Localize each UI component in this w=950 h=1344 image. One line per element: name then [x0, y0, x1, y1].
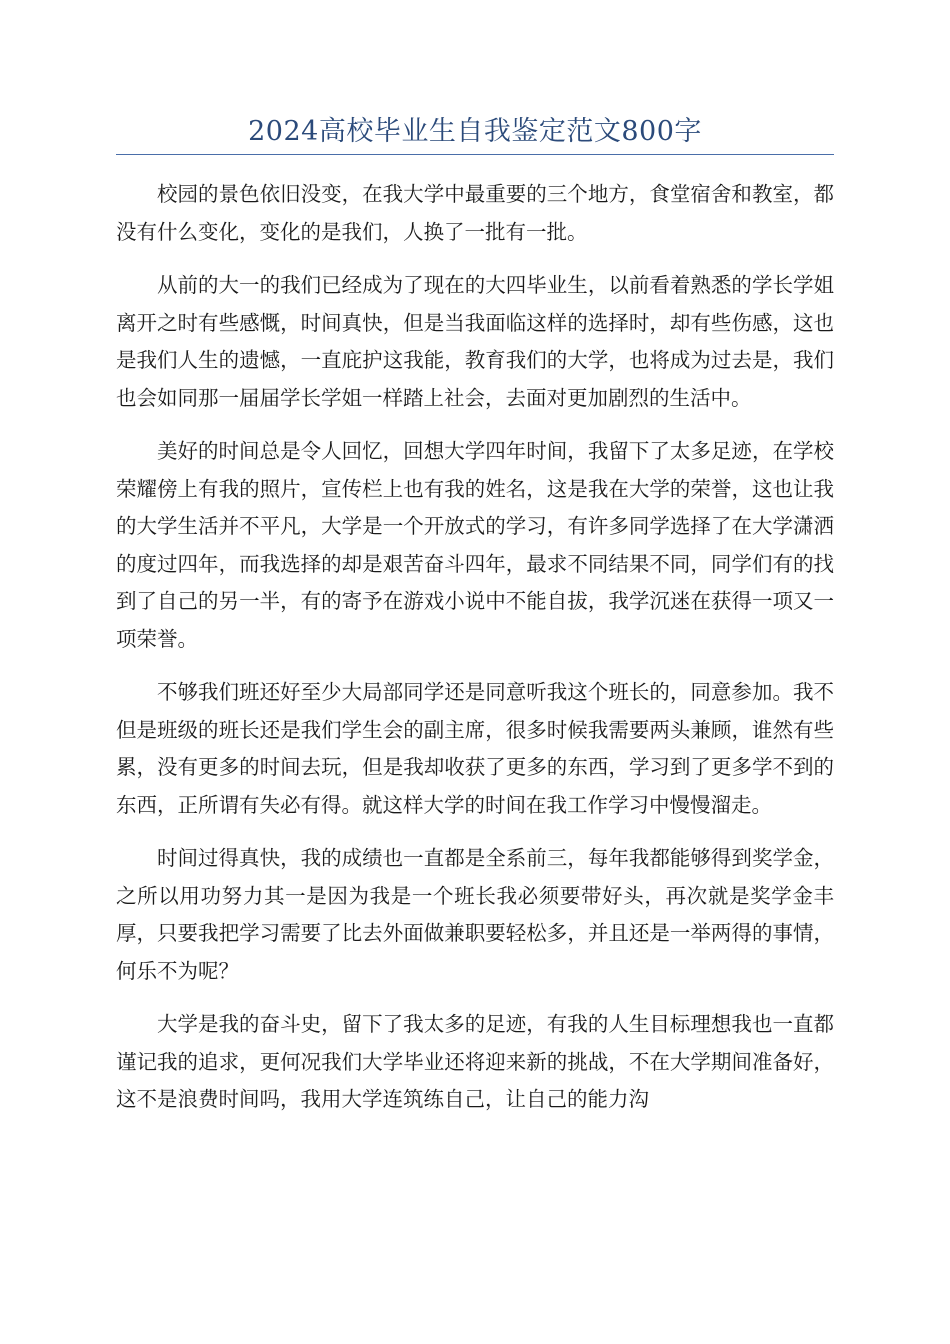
title-underline-divider [116, 154, 834, 155]
document-title: 2024高校毕业生自我鉴定范文800字 [248, 116, 702, 147]
body-paragraph: 美好的时间总是令人回忆，回想大学四年时间，我留下了太多足迹，在学校荣耀傍上有我的照片，宣传栏上也有我的姓名，这是我在大学的荣誉，这也让我的大学生活并不平凡，大学是一个开放式的学习，有许多同学选择了在大学潇洒的度过四年，而我选择的却是艰苦奋斗四年，最求不同结果不同，同学们有的找到了自己的另一半，有的寄予在游戏小说中不能自拔，我学沉迷在获得一项又一项荣誉。 [116, 439, 834, 651]
body-paragraph: 从前的大一的我们已经成为了现在的大四毕业生，以前看着熟悉的学长学姐离开之时有些感慨，时间真快，但是当我面临这样的选择时，却有些伤感，这也是我们人生的遗憾，一直庇护这我能，教育我们的大学，也将成为过去是，我们也会如同那一届届学长学姐一样踏上社会，去面对更加剧烈的生活中。 [116, 273, 834, 410]
body-paragraph: 不够我们班还好至少大局部同学还是同意听我这个班长的，同意参加。我不但是班级的班长还是我们学生会的副主席，很多时候我需要两头兼顾，谁然有些累，没有更多的时间去玩，但是我却收获了更多的东西，学习到了更多学不到的东西，正所谓有失必有得。就这样大学的时间在我工作学习中慢慢溜走。 [116, 680, 834, 817]
body-paragraph: 时间过得真快，我的成绩也一直都是全系前三，每年我都能够得到奖学金，之所以用功努力其一是因为我是一个班长我必须要带好头，再次就是奖学金丰厚，只要我把学习需要了比去外面做兼职要轻松多，并且还是一举两得的事情，何乐不为呢？ [116, 846, 834, 983]
body-paragraph: 校园的景色依旧没变，在我大学中最重要的三个地方，食堂宿舍和教室，都没有什么变化，变化的是我们，人换了一批有一批。 [116, 182, 834, 244]
body-paragraph: 大学是我的奋斗史，留下了我太多的足迹，有我的人生目标理想我也一直都谨记我的追求，更何况我们大学毕业还将迎来新的挑战，不在大学期间准备好，这不是浪费时间吗，我用大学连筑练自己，让自己的能力沟 [116, 1012, 834, 1111]
document-body [116, 176, 834, 1135]
